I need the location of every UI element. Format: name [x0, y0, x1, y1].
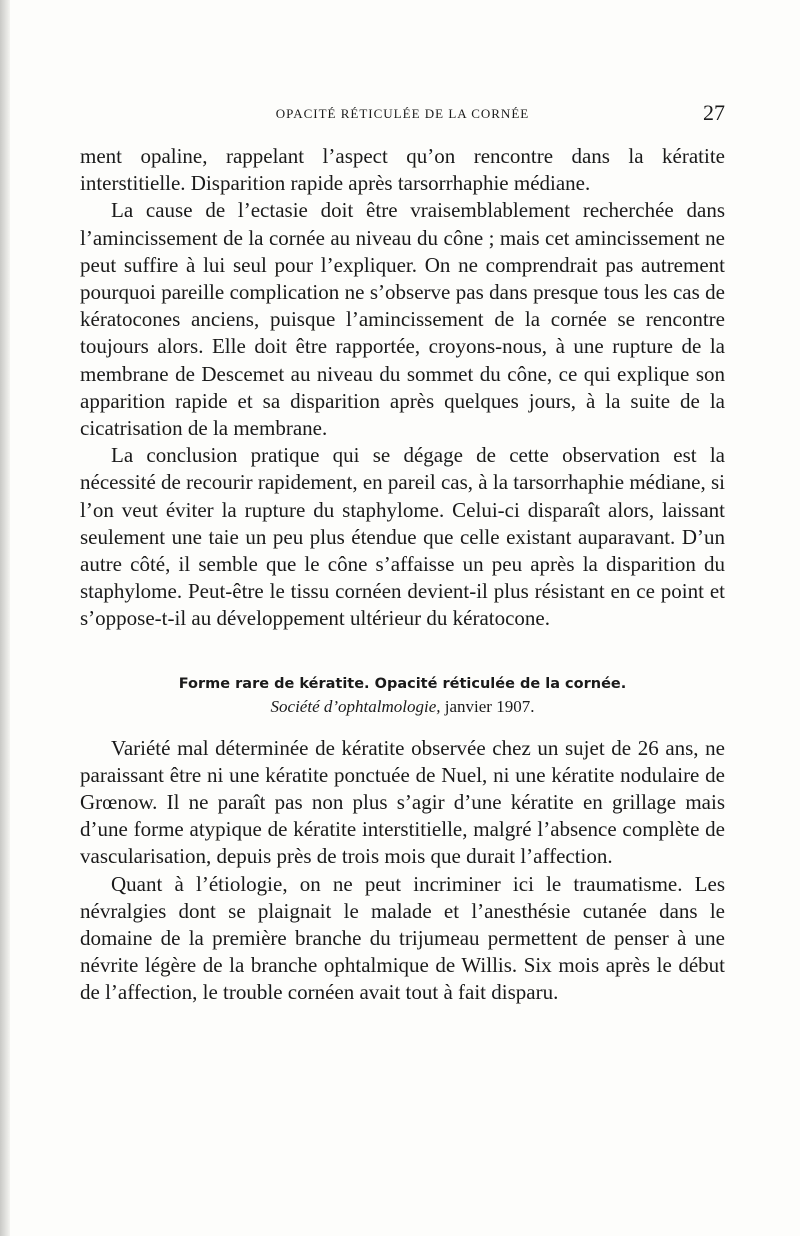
source-journal: Société d’ophtalmologie,: [270, 696, 441, 716]
paragraph-cause: La cause de l’ectasie doit être vraisemblablement recherchée dans l’amincissement de la cornée au niveau du cône ; mais cet amincissement ne peut suffire à lui seul pour l’expliquer. On ne comprendrait pas autrement pourquoi pareille complication ne s’observe pas dans presque tous les cas de kératocones anciens, puisque l’amincissement de la cornée se rencontre toujours alors. Elle doit être rapportée, croyons-nous, à une rupture de la membrane de Descemet au niveau du sommet du cône, ce qui explique son apparition rapide et sa disparition après quelques jours, à la suite de la cicatrisation de la membrane.: [80, 198, 725, 441]
paragraph-continuation: ment opaline, rappelant l’aspect qu’on rencontre dans la kératite interstitielle. Disparition rapide après tarsorrhaphie médiane.: [80, 144, 725, 196]
page-edge-shadow: [0, 0, 10, 1236]
paragraph-description: Variété mal déterminée de kératite observée chez un sujet de 26 ans, ne paraissant être ni une kératite ponctuée de Nuel, ni une kératite nodulaire de Grœnow. Il ne paraît pas non plus s’agir d’une kératite en grillage mais d’une forme atypique de kératite interstitielle, malgré l’absence complète de vascularisation, depuis près de trois mois que durait l’affection.: [80, 735, 725, 869]
paragraph-etiology: Quant à l’étiologie, on ne peut incriminer ici le traumatisme. Les névralgies dont se plaignait le malade et l’anesthésie cutanée dans le domaine de la première branche du trijumeau permettent de penser à une névrite légère de la branche ophtalmique de Willis. Six mois après le début de l’affection, le trouble cornéen avait tout à fait disparu.: [80, 871, 725, 1005]
page-body: [80, 143, 725, 1007]
section-source: [80, 695, 725, 719]
page-header: [80, 100, 725, 132]
paragraph-conclusion: La conclusion pratique qui se dégage de cette observation est la nécessité de recourir rapidement, en pareil cas, à la tarsorrhaphie médiane, si l’on veut éviter la rupture du staphylome. Celui-ci disparaît alors, laissant seulement une taie un peu plus étendue que celle existant auparavant. D’un autre côté, il semble que le cône s’affaisse un peu après la disparition du staphylome. Peut-être le tissu cornéen devient-il plus résistant en ce point et s’oppose-t-il au développement ultérieur du kératocone.: [80, 443, 725, 631]
running-head: OPACITÉ RÉTICULÉE DE LA CORNÉE: [275, 106, 530, 121]
page-number: 27: [703, 100, 725, 125]
section-title: Forme rare de kératite. Opacité réticulée de la cornée.: [178, 675, 627, 692]
source-date: janvier 1907.: [440, 696, 535, 716]
